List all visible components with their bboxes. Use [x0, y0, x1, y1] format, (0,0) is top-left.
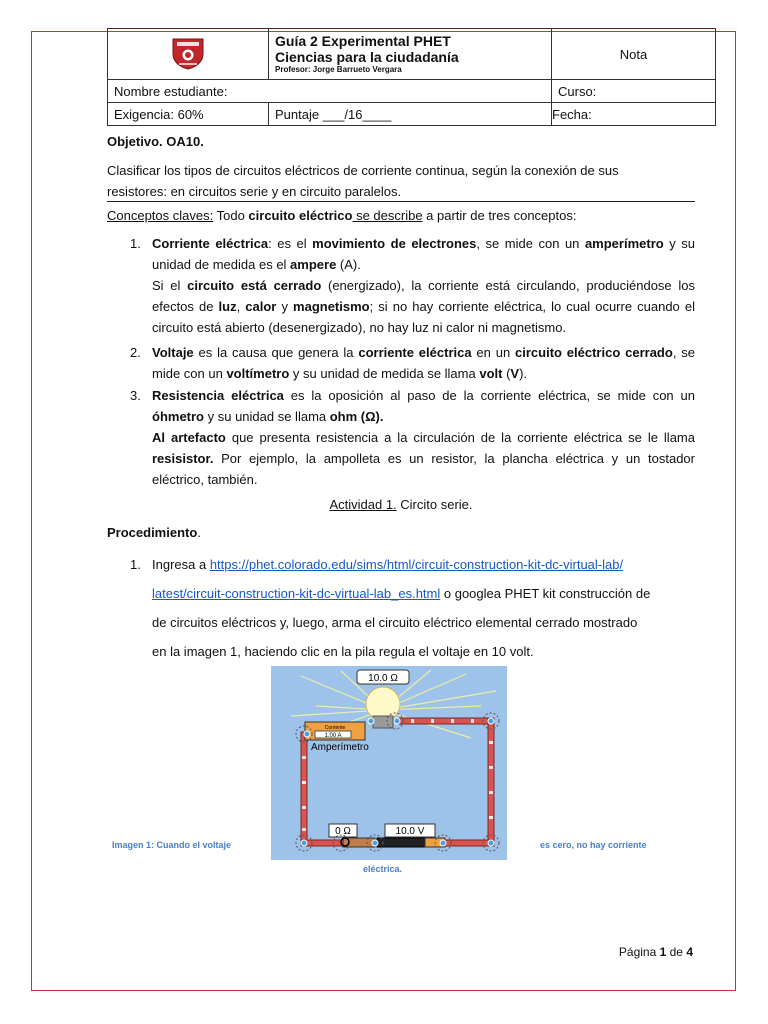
- header-table: [107, 28, 716, 126]
- title-cell: [269, 29, 552, 80]
- battery-icon: [377, 838, 425, 847]
- caption-left: Imagen 1: Cuando el voltaje: [112, 840, 232, 850]
- objetivo-line1: Clasificar los tipos de circuitos eléctricos de corriente continua, según la conexión de sus: [107, 163, 619, 178]
- teacher-name: Profesor: Jorge Barrueto Vergara: [275, 65, 402, 74]
- conceptos-label: Conceptos claves:: [107, 208, 214, 223]
- nombre-field: Nombre estudiante:: [108, 80, 552, 103]
- list-item: 3. Resistencia eléctrica es la oposición al paso de la corriente eléctrica, se mide con un óhmetro y su unidad se llama ohm (Ω). Al artefacto que presenta resistencia a la circulación de la corriente eléctrica se le llama resisistor. Por ejemplo, la ampolleta es un resistor, la plancha eléctrica y un tostador eléctrico, también.: [130, 388, 696, 487]
- circuit-diagram: [271, 666, 507, 860]
- puntaje-field: Puntaje ___/16____: [269, 103, 552, 126]
- circuit-simulation-image: [271, 666, 507, 860]
- exigencia-field: Exigencia: 60%: [108, 103, 269, 126]
- actividad-heading: Actividad 1. Circito serie.: [329, 497, 473, 512]
- conceptos-paragraph: Conceptos claves: Todo circuito eléctrico se describe a partir de tres conceptos:: [107, 208, 577, 223]
- phet-link[interactable]: https://phet.colorado.edu/sims/html/circuit-construction-kit-dc-virtual-lab/: [209, 557, 624, 572]
- caption-right: es cero, no hay corriente: [540, 840, 647, 850]
- guide-title: Guía 2 Experimental PHET: [275, 33, 451, 49]
- curso-field: Curso:: [552, 80, 716, 103]
- fecha-field: Fecha:: [552, 103, 716, 126]
- ammeter-reading: 1.00 A: [324, 733, 342, 739]
- procedimiento-step: 1. Ingresa a https://phet.colorado.edu/sims/html/circuit-construction-kit-dc-virtual-lab/ latest/circuit-construction-kit-dc-virtual-lab_es.html o googlea PHET kit construcción de de circuitos eléctricos y, luego, arma el circuito eléctrico elemental cerrado mostrado en la imagen 1, haciendo clic en la pila regula el voltaje en 10 volt.: [130, 557, 651, 659]
- school-logo-icon: [170, 36, 206, 70]
- switch-resistance-label: 0 Ω: [335, 826, 351, 837]
- objetivo-heading: Objetivo. OA10.: [107, 134, 204, 149]
- divider: [107, 201, 695, 202]
- nota-cell: Nota: [552, 29, 716, 80]
- objetivo-line2: resistores: en circuitos serie y en circuito paralelos.: [107, 184, 402, 199]
- list-item: 2. Voltaje es la causa que genera la corriente eléctrica en un circuito eléctrico cerrado, se mide con un voltímetro y su unidad de medida se llama volt (V).: [130, 345, 695, 381]
- page-number: Página 1 de 4: [618, 945, 693, 959]
- phet-link-cont[interactable]: latest/circuit-construction-kit-dc-virtual-lab_es.html: [152, 586, 441, 601]
- logo-cell: [108, 29, 269, 80]
- caption-bottom: eléctrica.: [363, 864, 403, 874]
- ammeter-title: Corriente: [324, 725, 346, 731]
- bulb-resistance-label: 10.0 Ω: [368, 673, 398, 684]
- battery-voltage-label: 10.0 V: [395, 826, 425, 837]
- ammeter-label: Amperímetro: [311, 742, 369, 753]
- procedimiento-heading: Procedimiento.: [107, 525, 201, 540]
- list-item: 1. Corriente eléctrica: es el movimiento de electrones, se mide con un amperímetro y su unidad de medida es el ampere (A). Si el circuito está cerrado (energizado), la corriente está circulando, produciéndose los efectos de luz, calor y magnetismo; si no hay corriente eléctrica, lo cual ocurre cuando el circuito está abierto (desenergizado), no hay luz ni calor ni magnetismo.: [130, 236, 696, 335]
- subject-title: Ciencias para la ciudadanía: [275, 49, 459, 65]
